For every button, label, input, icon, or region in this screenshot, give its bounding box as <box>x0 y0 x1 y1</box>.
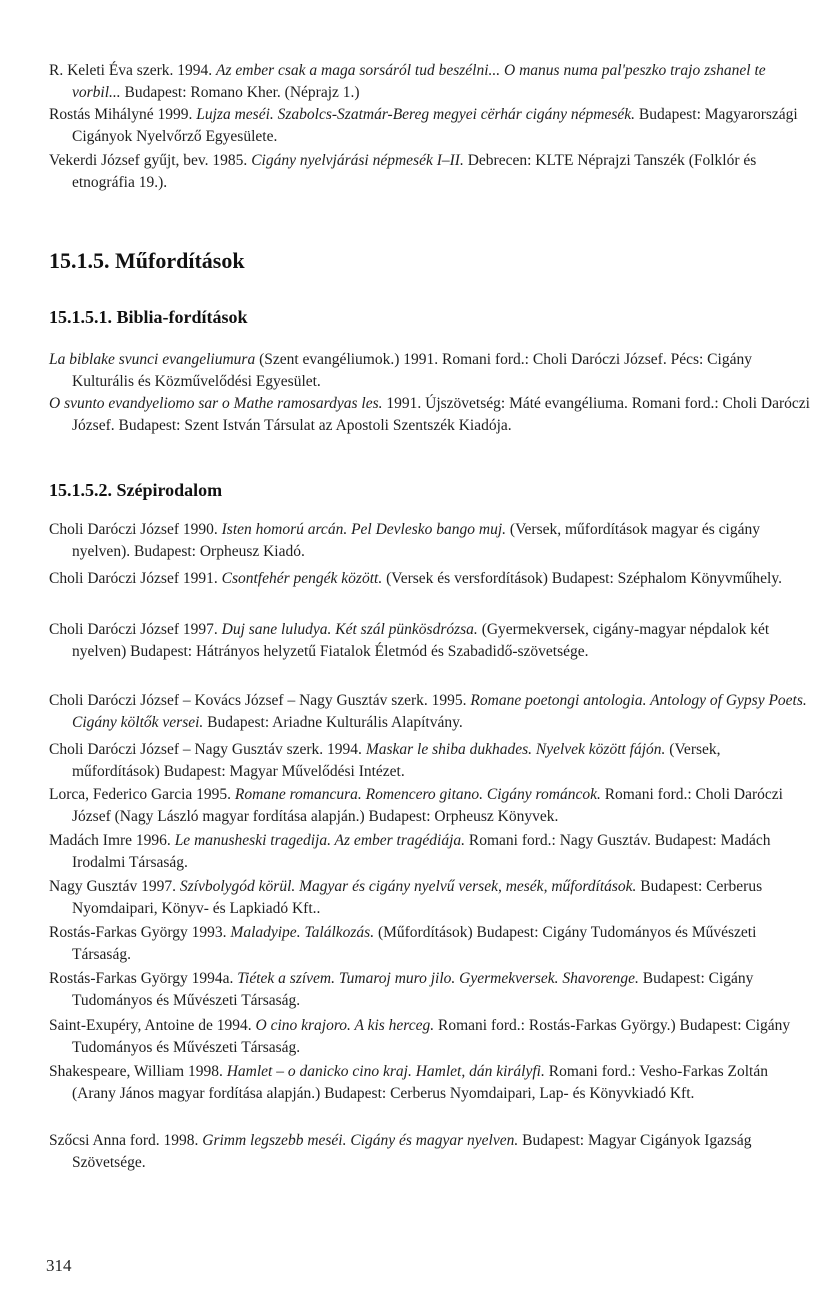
bibliography-entry: R. Keleti Éva szerk. 1994. Az ember csak a maga sorsáról tud beszélni... O manus numa pal'peszko trajo zshanel te vorbil... Budapest: Romano Kher. (Néprajz 1.) <box>49 62 766 101</box>
bibliography-entry: Choli Daróczi József – Nagy Gusztáv szerk. 1994. Maskar le shiba dukhades. Nyelvek között fájón. (Versek, műfordítások) Budapest: Magyar Művelődési Intézet. <box>49 741 721 780</box>
bibliography-entry: Madách Imre 1996. Le manusheski tragedija. Az ember tragédiája. Romani ford.: Nagy Gusztáv. Budapest: Madách Irodalmi Társaság. <box>49 832 771 871</box>
bibliography-entry: Choli Daróczi József 1990. Isten homorú arcán. Pel Devlesko bango muj. (Versek, műfordítások magyar és cigány nyelven). Budapest: Orpheusz Kiadó. <box>49 521 760 560</box>
bibliography-entry: Shakespeare, William 1998. Hamlet – o danicko cino kraj. Hamlet, dán királyfi. Romani ford.: Vesho-Farkas Zoltán (Arany János magyar fordítása alapján.) Budapest: Cerberus Nyomdaipari, Lap- és Könyvkiadó Kft. <box>49 1063 768 1102</box>
bibliography-entry: Choli Daróczi József 1991. Csontfehér pengék között. (Versek és versfordítások) Budapest: Széphalom Könyvműhely. <box>49 570 782 587</box>
page-number: 314 <box>46 1256 72 1275</box>
bibliography-entry: Rostás-Farkas György 1993. Maladyipe. Találkozás. (Műfordítások) Budapest: Cigány Tudományos és Művészeti Társaság. <box>49 924 757 963</box>
subsection-heading: 15.1.5.1. Biblia-fordítások <box>49 307 248 327</box>
bibliography-entry: Lorca, Federico Garcia 1995. Romane romancura. Romencero gitano. Cigány románcok. Romani ford.: Choli Daróczi József (Nagy László magyar fordítása alapján.) Budapest: Orpheusz Könyvek. <box>49 786 783 825</box>
bibliography-entry: Vekerdi József gyűjt, bev. 1985. Cigány nyelvjárási népmesék I–II. Debrecen: KLTE Néprajzi Tanszék (Folklór és etnográfia 19.). <box>49 152 757 191</box>
subsection-heading: 15.1.5.2. Szépirodalom <box>49 480 223 500</box>
bibliography-entry: Rostás-Farkas György 1994a. Tiétek a szívem. Tumaroj muro jilo. Gyermekversek. Shavorenge. Budapest: Cigány Tudományos és Művészeti Társaság. <box>49 970 754 1009</box>
bibliography-entry: Nagy Gusztáv 1997. Szívbolygód körül. Magyar és cigány nyelvű versek, mesék, műfordítások. Budapest: Cerberus Nyomdaipari, Könyv- és Lapkiadó Kft.. <box>49 878 763 917</box>
bibliography-entry: Choli Daróczi József 1997. Duj sane luludya. Két szál pünkösdrózsa. (Gyermekversek, cigány-magyar népdalok két nyelven) Budapest: Hátrányos helyzetű Fiatalok Életmód és Szabadidő-szövetsége. <box>49 621 770 660</box>
bibliography-entry: O svunto evandyeliomo sar o Mathe ramosardyas les. 1991. Újszövetség: Máté evangéliuma. Romani ford.: Choli Daróczi József. Budapest: Szent István Társulat az Apostoli Szentszék Kiadója. <box>49 395 810 434</box>
section-heading: 15.1.5. Műfordítások <box>49 248 245 273</box>
bibliography-entry: Saint-Exupéry, Antoine de 1994. O cino krajoro. A kis herceg. Romani ford.: Rostás-Farkas György.) Budapest: Cigány Tudományos és Művészeti Társaság. <box>49 1017 791 1056</box>
bibliography-entry: Szőcsi Anna ford. 1998. Grimm legszebb meséi. Cigány és magyar nyelven. Budapest: Magyar Cigányok Igazság Szövetsége. <box>49 1132 752 1171</box>
bibliography-entry: Choli Daróczi József – Kovács József – Nagy Gusztáv szerk. 1995. Romane poetongi antologia. Antology of Gypsy Poets. Cigány költők versei. Budapest: Ariadne Kulturális Alapítvány. <box>49 692 807 731</box>
bibliography-entry: La biblake svunci evangeliumura (Szent evangéliumok.) 1991. Romani ford.: Choli Daróczi József. Pécs: Cigány Kulturális és Közművelődési Egyesület. <box>49 351 752 390</box>
bibliography-entry: Rostás Mihályné 1999. Lujza meséi. Szabolcs-Szatmár-Bereg megyei cërhár cigány népmesék. Budapest: Magyarországi Cigányok Nyelvőrző Egyesülete. <box>49 106 798 145</box>
